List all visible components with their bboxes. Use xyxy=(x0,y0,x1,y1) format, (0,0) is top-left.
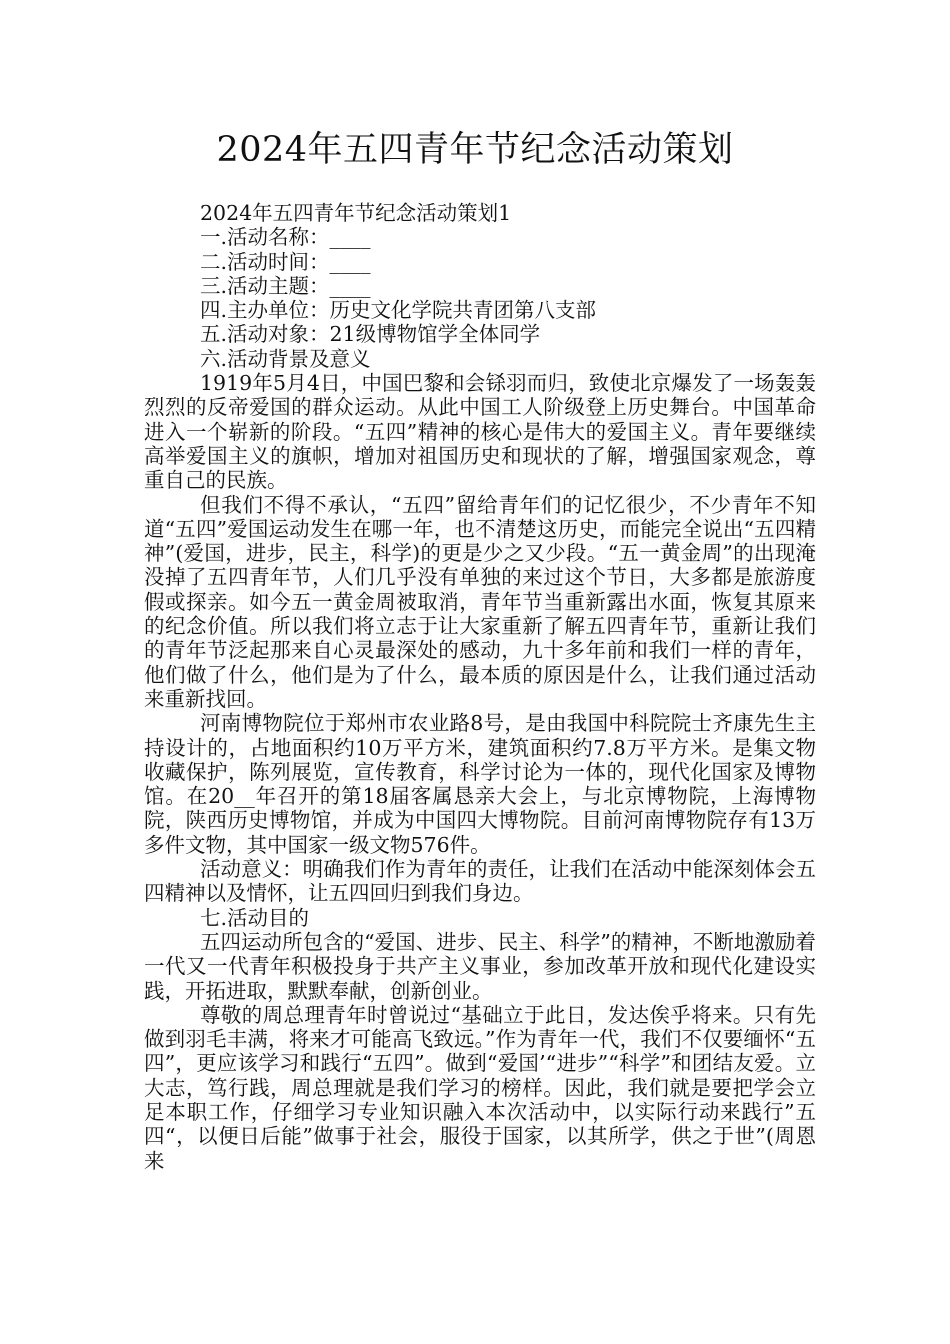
item-audience: 五.活动对象：21级博物馆学全体同学 xyxy=(200,322,541,347)
paragraph-memory: 但我们不得不承认，“五四”留给青年们的记忆很少，不少青年不知道“五四”爱国运动发生在哪一年，也不清楚这历史，而能完全说出“五四精神”(爱国，进步，民主，科学)的更是少之又少段。“五一黄金周”的出现淹没掉了五四青年节，人们几乎没有单独的来过这个节日，大多都是旅游度假或探亲。如今五一黄金周被取消，青年节当重新露出水面，恢复其原来的纪念价值。所以我们将立志于让大家重新了解五四青年节，重新让我们的青年节泛起那来自心灵最深处的感动，九十多年前和我们一样的青年，他们做了什么，他们是为了什么，最本质的原因是什么，让我们通过活动来重新找回。 xyxy=(144,492,816,711)
document-body xyxy=(144,201,816,1173)
paragraph-purpose-zhou: 尊敬的周总理青年时曾说过“基础立于此日，发达俟乎将来。只有先做到羽毛丰满，将来才可能高飞致远。”作为青年一代，我们不仅要缅怀“五四”，更应该学习和践行“五四”。做到“爱国’“进步”“科学”和团结友爱。立大志，笃行践，周总理就是我们学习的榜样。因此，我们就是要把学会立足本职工作，仔细学习专业知识融入本次活动中，以实际行动来践行”五四“，以便日后能”做事于社会，服役于国家，以其所学，供之于世”(周恩来 xyxy=(144,1002,816,1173)
paragraph-background: 1919年5月4日，中国巴黎和会铩羽而归，致使北京爆发了一场轰轰烈烈的反帝爱国的群众运动。从此中国工人阶级登上历史舞台。中国革命进入一个崭新的阶段。“五四”精神的核心是伟大的爱国主义。青年要继续高举爱国主义的旗帜，增加对祖国历史和现状的了解，增强国家观念，尊重自己的民族。 xyxy=(144,371,816,493)
paragraph-purpose-spirit: 五四运动所包含的“爱国、进步、民主、科学”的精神，不断地激励着一代又一代青年积极投身于共产主义事业，参加改革开放和现代化建设实践，开拓进取，默默奉献，创新创业。 xyxy=(144,929,816,1003)
document-subtitle: 2024年五四青年节纪念活动策划1 xyxy=(200,201,512,225)
item-organizer: 四.主办单位：历史文化学院共青团第八支部 xyxy=(200,298,597,323)
section-7-heading: 七.活动目的 xyxy=(200,905,310,930)
item-activity-theme: 三.活动主题：____ xyxy=(200,273,371,298)
section-6-heading: 六.活动背景及意义 xyxy=(200,346,371,371)
document-title: 2024年五四青年节纪念活动策划 xyxy=(216,130,734,170)
paragraph-significance: 活动意义：明确我们作为青年的责任，让我们在活动中能深刻体会五四精神以及情怀，让五四回归到我们身边。 xyxy=(144,857,816,906)
item-activity-name: 一.活动名称：____ xyxy=(200,225,371,250)
paragraph-museum: 河南博物院位于郑州市农业路8号，是由我国中科院院士齐康先生主持设计的，占地面积约10万平方米，建筑面积约7.8万平方米。是集文物收藏保护，陈列展览，宣传教育，科学讨论为一体的，现代化国家及博物馆。在20__年召开的第18届客属恳亲大会上，与北京博物院，上海博物院，陕西历史博物馆，并成为中国四大博物院。目前河南博物院存有13万多件文物，其中国家一级文物576件。 xyxy=(144,711,816,857)
item-activity-time: 二.活动时间：____ xyxy=(200,249,371,274)
